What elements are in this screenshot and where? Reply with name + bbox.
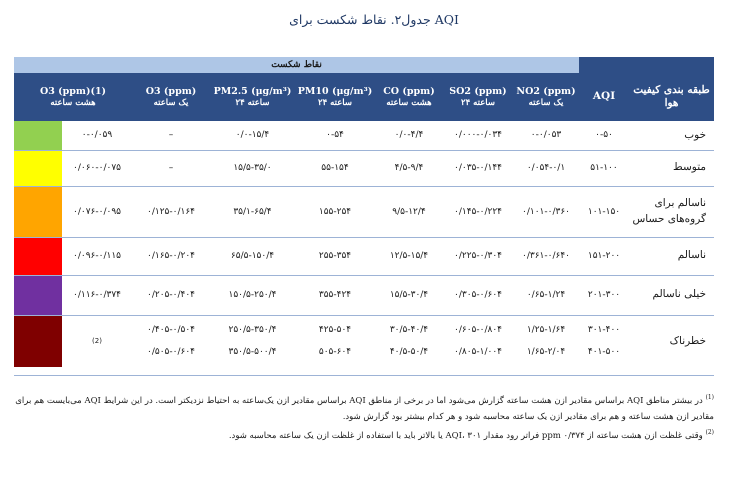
cell-value: ۰/۶۰۵-۰/۸۰۴ <box>454 325 502 336</box>
cell-aqi: ۰-۵۰ <box>579 121 629 150</box>
col-so2 <box>443 73 513 121</box>
cell-pm10: ۱۵۵-۲۵۴ <box>295 186 375 237</box>
color-swatch-hazardous <box>14 315 62 367</box>
cell-value: ۵۰۵-۶۰۴ <box>318 347 352 358</box>
footnote-1-text: در بیشتر مناطق AQI براساس مقادیر ازن هشت ساعته گزارش می‌شود اما در برخی از مناطق AQI براساس مقادیر ازن یک‌ساعته به احتیاط نزدیکتر است. در این شرایط AQI می‌بایست هم برای مقادیر ازن هشت ساعته و هم برای مقادیر ازن یک ساعته محاسبه شود و هر کدام بیشتر بود گزارش شود. <box>15 395 714 422</box>
footnote-2 <box>14 425 714 444</box>
cell-aqi <box>579 315 629 367</box>
col-pm10-sub: ۲۴ ساعته <box>318 97 352 108</box>
cell-pm10: ۲۵۵-۳۵۴ <box>295 237 375 275</box>
cell-so2: ۰/۰۳۵-۰/۱۴۴ <box>443 150 513 186</box>
cell-pm10: ۵۵-۱۵۴ <box>295 150 375 186</box>
cell-co <box>375 315 443 367</box>
cell-value: ۴۰/۵-۵۰/۴ <box>389 347 429 358</box>
col-o3-8h <box>14 73 132 121</box>
table-row-hazardous <box>14 315 714 367</box>
col-o3-8h-title: O3 (ppm)(1) <box>39 85 107 97</box>
cell-value: ۳۰۱-۴۰۰ <box>587 325 621 336</box>
cell-value: ۳۵۰/۵-۵۰۰/۴ <box>228 347 277 358</box>
cell-value: ۲۵۰/۵-۳۵۰/۴ <box>228 325 277 336</box>
cell-co: ۱۲/۵-۱۵/۴ <box>375 237 443 275</box>
cell-aqi: ۱۵۱-۲۰۰ <box>579 237 629 275</box>
col-pm25 <box>210 73 295 121</box>
color-swatch-very-unhealthy <box>14 275 62 315</box>
cell-no2: ۰/۰۵۴-۰/۱ <box>513 150 579 186</box>
cell-o3-1h <box>132 315 210 367</box>
cell-value: ۱/۶۵-۲/۰۴ <box>526 347 566 358</box>
footnotes <box>14 390 714 444</box>
col-so2-title: SO2 (ppm) <box>449 85 507 97</box>
color-swatch-moderate <box>14 150 62 186</box>
cell-o3-8h: (2) <box>92 337 102 346</box>
cell-o3-8h: ۰/۰۹۶-۰/۱۱۵ <box>62 237 132 275</box>
cell-no2: ۰/۱۰۱-۰/۳۶۰ <box>513 186 579 237</box>
col-o3-8h-sub: هشت ساعته <box>50 97 96 108</box>
group-header: نقاط شکست <box>14 57 579 73</box>
footnote-1-marker: (1) <box>705 394 714 401</box>
cell-category: خیلی ناسالم <box>629 275 714 315</box>
cell-value: ۰/۵۰۵-۰/۶۰۴ <box>147 347 195 358</box>
cell-category: ناسالم <box>629 237 714 275</box>
cell-o3-1h: ۰/۱۶۵-۰/۲۰۴ <box>132 237 210 275</box>
col-pm10-title: PM10 (μg/m³) <box>297 85 373 97</box>
cell-o3-8h: ۰/۰۷۶-۰/۰۹۵ <box>62 186 132 237</box>
cell-o3-1h: – <box>132 121 210 150</box>
col-pm10 <box>295 73 375 121</box>
cell-pm25: ۶۵/۵-۱۵۰/۴ <box>210 237 295 275</box>
column-header-row <box>14 73 714 121</box>
cell-co: ۰/۰-۴/۴ <box>375 121 443 150</box>
footnote-divider <box>14 375 714 376</box>
table-caption: جدول۲. نقاط شکست برای AQI <box>289 12 459 27</box>
table-row-very-unhealthy <box>14 275 714 315</box>
cell-aqi: ۱۰۱-۱۵۰ <box>579 186 629 237</box>
col-o3-1h-title: O3 (ppm) <box>145 85 197 97</box>
cell-category: ناسالم برای گروه‌های حساس <box>629 186 714 237</box>
cell-o3-1h: ۰/۱۲۵-۰/۱۶۴ <box>132 186 210 237</box>
table-row-usg <box>14 186 714 237</box>
col-so2-sub: ۲۴ ساعته <box>461 97 495 108</box>
cell-no2: ۰/۶۵-۱/۲۴ <box>513 275 579 315</box>
cell-value: ۴۲۵-۵۰۴ <box>318 325 352 336</box>
cell-aqi: ۲۰۱-۳۰۰ <box>579 275 629 315</box>
cell-so2: ۰/۰۰۰-۰/۰۳۴ <box>443 121 513 150</box>
col-o3-1h-sub: یک ساعته <box>153 97 189 108</box>
cell-pm10 <box>295 315 375 367</box>
table-row-unhealthy <box>14 237 714 275</box>
col-co-title: CO (ppm) <box>383 85 435 97</box>
table-row-moderate <box>14 150 714 186</box>
cell-category: خوب <box>629 121 714 150</box>
col-co-sub: هشت ساعته <box>386 97 432 108</box>
cell-so2: ۰/۱۴۵-۰/۲۲۴ <box>443 186 513 237</box>
cell-value: ۰/۸۰۵-۱/۰۰۴ <box>454 347 502 358</box>
cell-no2: ۰-۰/۰۵۳ <box>513 121 579 150</box>
cell-pm10: ۰-۵۴ <box>295 121 375 150</box>
cell-pm25: ۱۵/۵-۳۵/۰ <box>210 150 295 186</box>
cell-category: متوسط <box>629 150 714 186</box>
col-aqi: AQI <box>579 73 629 121</box>
aqi-breakpoints-table <box>14 57 714 367</box>
cell-aqi: ۵۱-۱۰۰ <box>579 150 629 186</box>
cell-co: ۹/۵-۱۲/۴ <box>375 186 443 237</box>
col-co <box>375 73 443 121</box>
cell-o3-8h: ۰/۱۱۶-۰/۳۷۴ <box>62 275 132 315</box>
table-row-good <box>14 121 714 150</box>
cell-no2: ۰/۳۶۱-۰/۶۴۰ <box>513 237 579 275</box>
color-swatch-good <box>14 121 62 150</box>
color-swatch-usg <box>14 186 62 237</box>
cell-value: ۴۰۱-۵۰۰ <box>587 347 621 358</box>
cell-so2 <box>443 315 513 367</box>
header-spacer <box>579 57 714 73</box>
color-swatch-unhealthy <box>14 237 62 275</box>
footnote-2-text: وقتی غلظت ازن هشت ساعته از ۰/۳۷۴ ppm فراتر رود مقدار AQI، ۳۰۱ یا بالاتر باید با استفاده از غلظت ازن یک ساعته محاسبه شود. <box>228 430 703 441</box>
col-category: طبقه بندی کیفیت هوا <box>629 73 714 121</box>
cell-o3-8h: ۰-۰/۰۵۹ <box>62 121 132 150</box>
col-no2 <box>513 73 579 121</box>
cell-pm10: ۳۵۵-۴۲۴ <box>295 275 375 315</box>
cell-co: ۱۵/۵-۳۰/۴ <box>375 275 443 315</box>
cell-pm25: ۱۵۰/۵-۲۵۰/۴ <box>210 275 295 315</box>
cell-no2 <box>513 315 579 367</box>
col-no2-sub: یک ساعته <box>528 97 564 108</box>
col-o3-1h <box>132 73 210 121</box>
cell-co: ۴/۵-۹/۴ <box>375 150 443 186</box>
cell-category: خطرناک <box>669 334 707 347</box>
cell-value: ۱/۲۵-۱/۶۴ <box>526 325 566 336</box>
footnote-2-marker: (2) <box>705 428 714 436</box>
cell-pm25: ۳۵/۱-۶۵/۴ <box>210 186 295 237</box>
col-pm25-sub: ۲۴ ساعته <box>235 97 270 108</box>
cell-value: ۰/۴۰۵-۰/۵۰۴ <box>147 325 195 336</box>
cell-pm25: ۰/۰-۱۵/۴ <box>210 121 295 150</box>
cell-value: ۳۰/۵-۴۰/۴ <box>389 325 429 336</box>
cell-so2: ۰/۳۰۵-۰/۶۰۴ <box>443 275 513 315</box>
cell-o3-8h: ۰/۰۶۰-۰/۰۷۵ <box>62 150 132 186</box>
cell-pm25 <box>210 315 295 367</box>
col-pm25-title: PM2.5 (μg/m³) <box>213 85 292 97</box>
col-no2-title: NO2 (ppm) <box>516 85 576 97</box>
cell-o3-1h: ۰/۲۰۵-۰/۴۰۴ <box>132 275 210 315</box>
cell-o3-1h: – <box>132 150 210 186</box>
cell-so2: ۰/۲۲۵-۰/۳۰۴ <box>443 237 513 275</box>
footnote-1 <box>14 390 714 425</box>
